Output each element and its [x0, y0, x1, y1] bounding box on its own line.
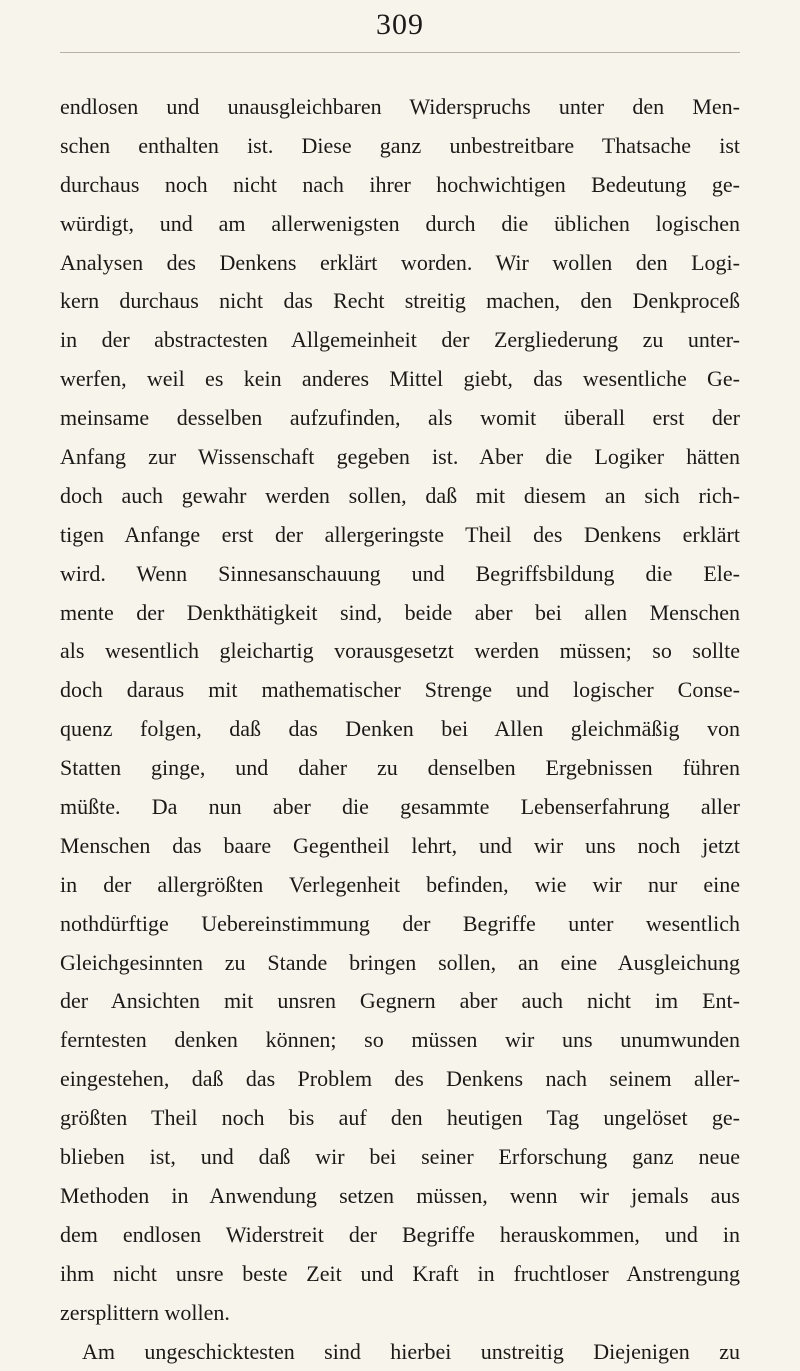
- text-line: werfen, weil es kein anderes Mittel giebt, das wesentliche Ge-: [60, 360, 740, 399]
- text-line: schen enthalten ist. Diese ganz unbestreitbare Thatsache ist: [60, 127, 740, 166]
- text-line: durchaus noch nicht nach ihrer hochwichtigen Bedeutung ge-: [60, 166, 740, 205]
- text-line: mente der Denkthätigkeit sind, beide aber bei allen Menschen: [60, 594, 740, 633]
- header-rule: [60, 52, 740, 53]
- text-line: zersplittern wollen.: [60, 1294, 740, 1333]
- text-line: meinsame desselben aufzufinden, als womit überall erst der: [60, 399, 740, 438]
- text-line: der Ansichten mit unsren Gegnern aber auch nicht im Ent-: [60, 982, 740, 1021]
- text-line: eingestehen, daß das Problem des Denkens nach seinem aller-: [60, 1060, 740, 1099]
- text-line: wird. Wenn Sinnesanschauung und Begriffsbildung die Ele-: [60, 555, 740, 594]
- text-line: tigen Anfange erst der allergeringste Theil des Denkens erklärt: [60, 516, 740, 555]
- text-line: ihm nicht unsre beste Zeit und Kraft in fruchtloser Anstrengung: [60, 1255, 740, 1294]
- text-line: würdigt, und am allerwenigsten durch die üblichen logischen: [60, 205, 740, 244]
- text-line: müßte. Da nun aber die gesammte Lebenserfahrung aller: [60, 788, 740, 827]
- text-line: Methoden in Anwendung setzen müssen, wenn wir jemals aus: [60, 1177, 740, 1216]
- text-line: doch daraus mit mathematischer Strenge und logischer Conse-: [60, 671, 740, 710]
- text-line: doch auch gewahr werden sollen, daß mit diesem an sich rich-: [60, 477, 740, 516]
- text-line: nothdürftige Uebereinstimmung der Begriffe unter wesentlich: [60, 905, 740, 944]
- text-line: quenz folgen, daß das Denken bei Allen gleichmäßig von: [60, 710, 740, 749]
- text-line: ferntesten denken können; so müssen wir uns unumwunden: [60, 1021, 740, 1060]
- body-text: [60, 88, 740, 1371]
- text-line: Statten ginge, und daher zu denselben Ergebnissen führen: [60, 749, 740, 788]
- page-number: 309: [0, 8, 800, 42]
- text-line: Gleichgesinnten zu Stande bringen sollen, an eine Ausgleichung: [60, 944, 740, 983]
- text-line: kern durchaus nicht das Recht streitig machen, den Denkproceß: [60, 282, 740, 321]
- text-line: dem endlosen Widerstreit der Begriffe herauskommen, und in: [60, 1216, 740, 1255]
- text-line: Anfang zur Wissenschaft gegeben ist. Aber die Logiker hätten: [60, 438, 740, 477]
- text-line: endlosen und unausgleichbaren Widerspruchs unter den Men-: [60, 88, 740, 127]
- text-line: größten Theil noch bis auf den heutigen Tag ungelöset ge-: [60, 1099, 740, 1138]
- text-line: Am ungeschicktesten sind hierbei unstreitig Diejenigen zu: [60, 1333, 740, 1371]
- text-line: blieben ist, und daß wir bei seiner Erforschung ganz neue: [60, 1138, 740, 1177]
- text-line: Analysen des Denkens erklärt worden. Wir wollen den Logi-: [60, 244, 740, 283]
- text-line: Menschen das baare Gegentheil lehrt, und wir uns noch jetzt: [60, 827, 740, 866]
- text-line: in der allergrößten Verlegenheit befinden, wie wir nur eine: [60, 866, 740, 905]
- text-line: in der abstractesten Allgemeinheit der Zergliederung zu unter-: [60, 321, 740, 360]
- text-line: als wesentlich gleichartig vorausgesetzt werden müssen; so sollte: [60, 632, 740, 671]
